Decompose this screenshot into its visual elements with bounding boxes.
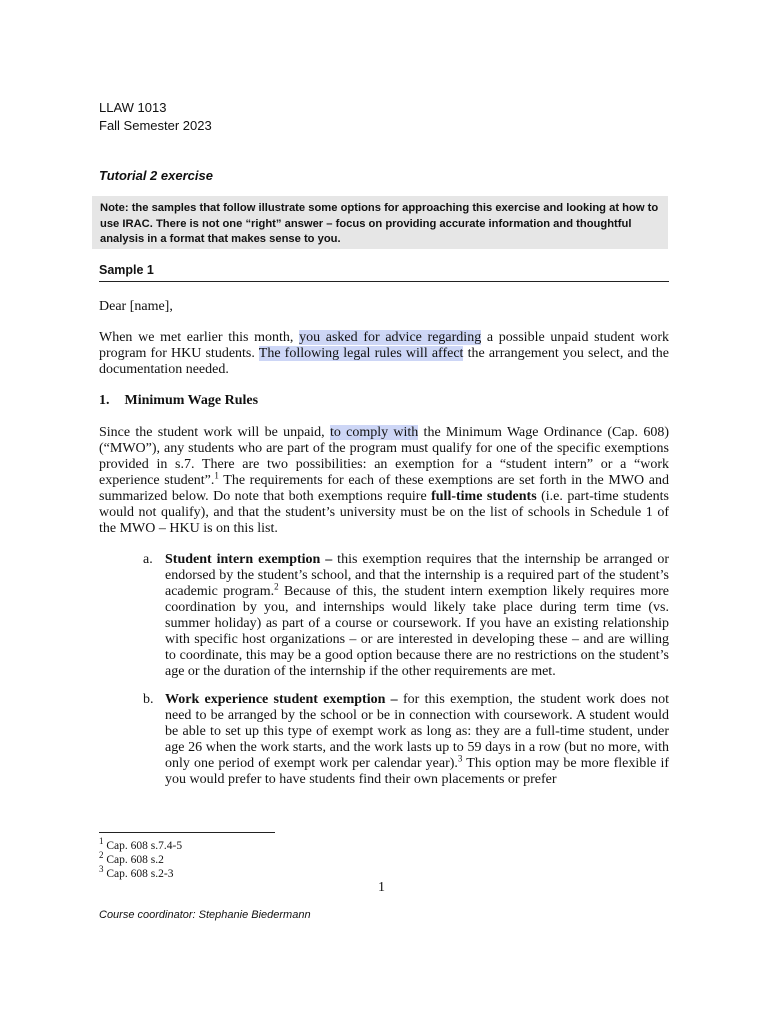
footnote-ref[interactable]: 2 xyxy=(274,581,279,592)
sample-label: Sample 1 xyxy=(99,263,154,277)
footnote-text: Cap. 608 s.2-3 xyxy=(103,868,174,880)
bold-text: full-time students xyxy=(431,489,537,504)
note-text: Note: the samples that follow illustrate some options for approaching this exercise and looking at how to use IRAC. There is not one “right” answer – focus on providing accurate information and thoughtful analysis in a format that makes sense to you. xyxy=(100,202,659,245)
course-coordinator: Course coordinator: Stephanie Biedermann xyxy=(99,909,311,921)
list-marker: b. xyxy=(143,692,154,707)
list-marker: a. xyxy=(143,552,153,567)
footnote-text: Cap. 608 s.2 xyxy=(103,854,164,866)
text-run: the Minimum Wage Ordinance (Cap. 608) (“MWO”), any students who are part of the program must qualify for one of the specific exemptions provided in s.7. There are two possibilities: an exemption for a “student intern” or a “work experience student”. xyxy=(99,425,669,488)
salutation: Dear [name], xyxy=(99,299,173,314)
text-run: This option may be more flexible if you would prefer to have students find their own placements or prefer xyxy=(165,756,669,787)
note-box xyxy=(92,196,668,249)
text-run: this exemption requires that the internship be arranged or endorsed by the student’s school, and that the internship is a required part of the student’s academic program. xyxy=(165,552,669,599)
section-divider xyxy=(99,281,669,282)
page-number: 1 xyxy=(378,880,385,895)
footnote-ref[interactable]: 1 xyxy=(214,470,219,481)
text-run: The requirements for each of these exemptions are set forth in the MWO and summarized below. Do note that both exemptions require xyxy=(99,473,669,504)
footnote-ref[interactable]: 3 xyxy=(457,753,463,764)
item-title: Work experience student exemption – xyxy=(165,692,398,707)
highlighted-text: The following legal rules will affect xyxy=(258,346,464,361)
footnote-number: 1 xyxy=(99,836,104,847)
section-title: Minimum Wage Rules xyxy=(124,393,259,408)
text-run: (i.e. part-time students would not qualify), and that the student’s university must be on the list of schools in Schedule 1 of the MWO – HKU is on this list. xyxy=(99,489,669,536)
section-number: 1. xyxy=(99,393,110,408)
item-title: Student intern exemption – xyxy=(165,552,333,567)
footnote-divider xyxy=(99,832,275,833)
footnotes xyxy=(99,836,183,881)
footnote-number: 3 xyxy=(99,864,104,875)
text-run: the arrangement you select, and the documentation needed. xyxy=(99,346,670,377)
semester: Fall Semester 2023 xyxy=(99,118,212,133)
section-heading xyxy=(99,393,258,409)
footnote xyxy=(99,850,182,867)
footnote-text: Cap. 608 s.7.4-5 xyxy=(103,840,183,852)
highlighted-text: to comply with xyxy=(329,425,419,440)
list-item-student-intern xyxy=(143,552,669,680)
text-run: When we met earlier this month, xyxy=(99,330,300,345)
paragraph-intro xyxy=(99,330,669,378)
text-run: a possible unpaid student work program for HKU students. xyxy=(99,330,670,361)
course-code: LLAW 1013 xyxy=(99,100,167,115)
footnote xyxy=(99,864,182,881)
list-item-work-experience xyxy=(143,692,669,788)
highlighted-text: you asked for advice regarding xyxy=(299,330,482,345)
paragraph-mwo xyxy=(99,425,669,537)
text-run: Since the student work will be unpaid, xyxy=(99,425,330,440)
footnote-number: 2 xyxy=(99,850,104,861)
text-run: Because of this, the student intern exemption likely requires more coordination by you, and internships would likely take place during term time (vs. summer holiday) as part of a course or coursework. If you have an existing relationship with specific host organizations – or are interested in developing these – and are willing to coordinate, this may be a good option because there are no restrictions on the student’s age or the duration of the internship if the other requirements are met. xyxy=(165,584,669,679)
footnote xyxy=(99,836,183,853)
tutorial-title: Tutorial 2 exercise xyxy=(99,168,213,183)
text-run: for this exemption, the student work does not need to be arranged by the school or be in connection with coursework. A student would be able to set up this type of exempt work as long as: they are a full-time student, under age 26 when the work starts, and the work lasts up to 59 days in a row (but no more, with only one period of exempt work per calendar year). xyxy=(165,692,669,771)
